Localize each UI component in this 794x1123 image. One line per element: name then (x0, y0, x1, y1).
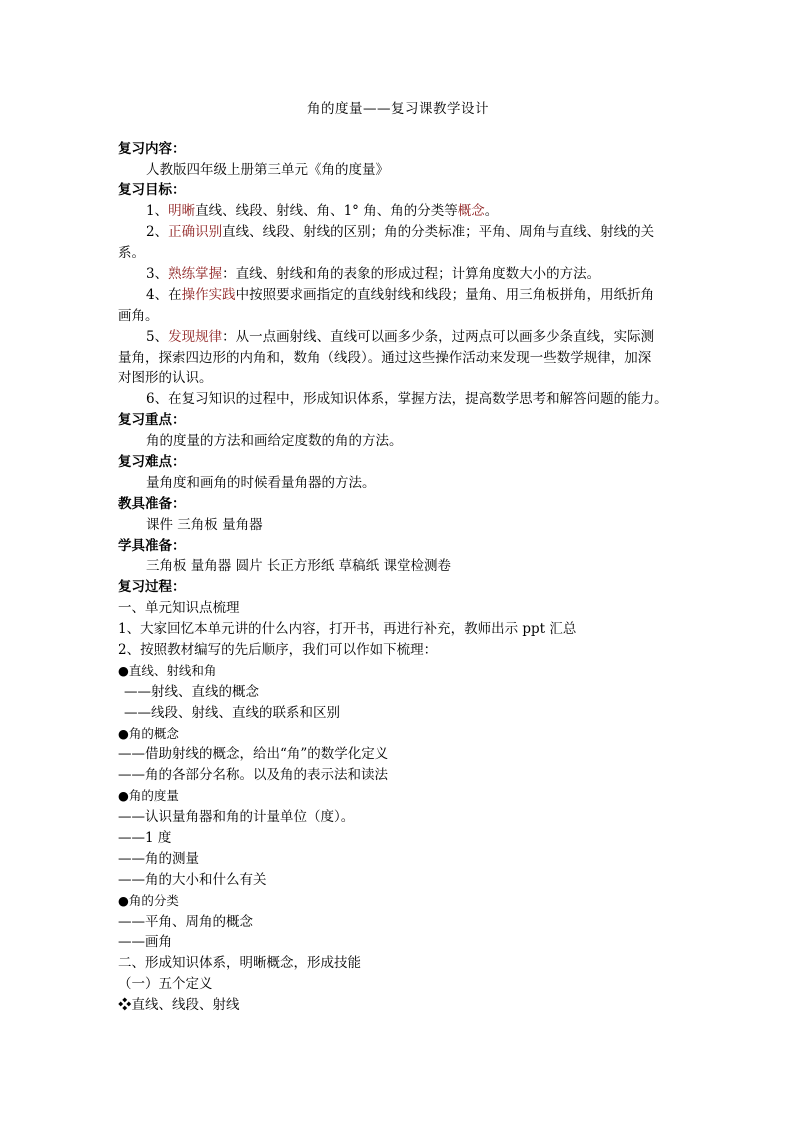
heading-student-tools: 学具准备： (118, 538, 186, 554)
section-2-heading: 二、形成知识体系，明晰概念，形成技能 (118, 955, 361, 971)
key-point-text: 角的度量的方法和画给定度数的角的方法。 (146, 433, 403, 449)
goal-4 (146, 285, 654, 305)
list-item: ——角的各部分名称。以及角的表示法和读法 (118, 767, 388, 783)
student-tools-text: 三角板 量角器 圆片 长正方形纸 草稿纸 课堂检测卷 (146, 558, 451, 574)
section-2-sub-1: （一）五个定义 (118, 976, 213, 992)
process-step-2: 2、按照教材编写的先后顺序，我们可以作如下梳理： (118, 642, 438, 658)
bullet-angle-concept: ●角的概念 (118, 726, 179, 741)
highlight-text: 概念 (457, 203, 485, 219)
text: 2、 (146, 224, 169, 240)
highlight-text: 明晰 (168, 203, 196, 219)
goal-6: 6、在复习知识的过程中，形成知识体系，掌握方法，提高数学思考和解答问题的能力。 (146, 391, 668, 407)
process-step-1: 1、大家回忆本单元讲的什么内容，打开书，再进行补充，教师出示 ppt 汇总 (118, 621, 577, 637)
list-item: ——角的测量 (118, 851, 199, 867)
text: 5、 (146, 329, 169, 345)
list-item: ——认识量角器和角的计量单位（度）。 (118, 809, 355, 825)
heading-process: 复习过程： (118, 579, 186, 595)
heading-teaching-tools: 教具准备： (118, 496, 186, 512)
heading-key-point: 复习重点： (118, 412, 186, 428)
goal-2 (146, 222, 654, 242)
text: 中按照要求画指定的直线射线和线段；量角、用三角板拼角，用纸折角 (235, 287, 655, 303)
text: 直线、线段、射线、角、1° 角、角的分类等 (195, 203, 458, 219)
page-title: 角的度量——复习课教学设计 (307, 101, 489, 117)
list-item: ——画角 (118, 934, 172, 950)
goal-5-cont2: 对图形的认识。 (118, 370, 213, 386)
text: 4、在 (146, 287, 182, 303)
list-item: ——借助射线的概念，给出“角”的数学化定义 (118, 746, 389, 762)
difficulty-text: 量角度和画角的时候看量角器的方法。 (146, 475, 376, 491)
text: 3、 (146, 266, 169, 282)
goal-5-cont: 量角，探索四边形的内角和，数角（线段）。通过这些操作活动来发现一些数学规律，加深 (118, 350, 652, 366)
highlight-text: 熟练掌握 (168, 266, 223, 282)
text: 直线、线段、射线的区别；角的分类标准；平角、周角与直线、射线的关 (222, 224, 655, 240)
goal-3 (146, 264, 600, 284)
highlight-text: 正确识别 (168, 224, 223, 240)
text: 1、 (146, 203, 169, 219)
bullet-angle-classify: ●角的分类 (118, 893, 179, 908)
highlight-text: 操作实践 (181, 287, 236, 303)
list-item: ——1 度 (118, 830, 172, 846)
text: ：从一点画射线、直线可以画多少条，过两点可以画多少条直线，实际测 (222, 329, 655, 345)
list-item: ——角的大小和什么有关 (118, 872, 267, 888)
section-2-item: ❖直线、线段、射线 (118, 997, 240, 1013)
goal-2-cont: 系。 (118, 245, 145, 261)
heading-review-content: 复习内容： (118, 141, 186, 157)
bullet-angle-measure: ●角的度量 (118, 788, 179, 803)
text: ：直线、射线和角的表象的形成过程；计算角度数大小的方法。 (222, 266, 601, 282)
review-content-text: 人教版四年级上册第三单元《角的度量》 (146, 162, 389, 178)
goal-4-cont: 画角。 (118, 308, 159, 324)
list-item: ——平角、周角的概念 (118, 914, 253, 930)
heading-difficulty: 复习难点： (118, 454, 186, 470)
heading-review-goals: 复习目标： (118, 182, 186, 198)
goal-1 (146, 201, 498, 221)
highlight-text: 发现规律 (168, 329, 223, 345)
list-item: ——线段、射线、直线的联系和区别 (124, 705, 340, 721)
teaching-tools-text: 课件 三角板 量角器 (146, 517, 263, 533)
process-section-1: 一、单元知识点梳理 (118, 600, 240, 616)
list-item: ——射线、直线的概念 (124, 684, 259, 700)
bullet-lines: ●直线、射线和角 (118, 663, 217, 678)
goal-5 (146, 327, 654, 347)
text: 。 (484, 203, 499, 219)
